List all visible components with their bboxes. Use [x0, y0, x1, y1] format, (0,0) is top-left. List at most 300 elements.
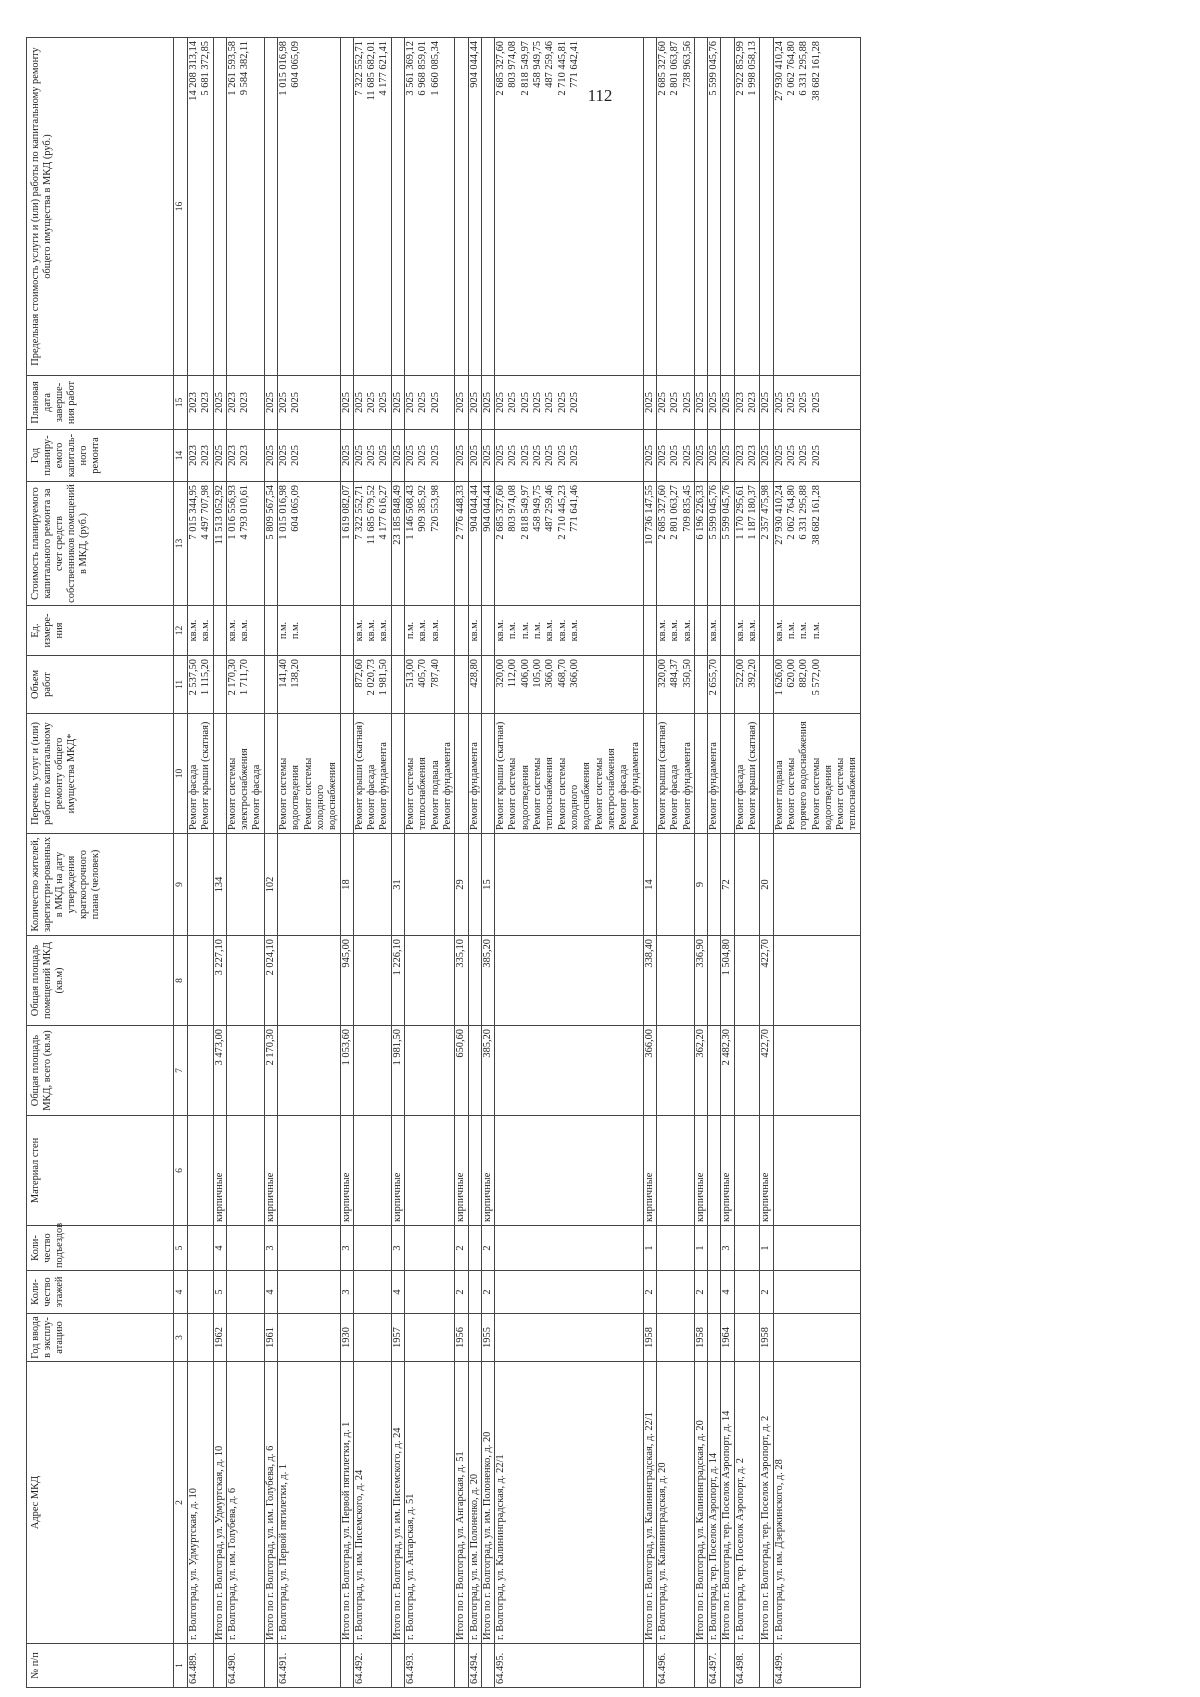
table-row [340, 38, 353, 1688]
table-cell-col-7: 362,20 [694, 1026, 707, 1116]
table-cell-col-16: 2 922 852,99 1 998 058,13 [734, 38, 760, 376]
table-cell-col-3: 1961 [264, 1314, 277, 1362]
table-cell-col-13: 10 736 147,55 [643, 482, 656, 606]
table-cell-col-16: 7 322 552,71 11 685 682,01 4 177 621,41 [353, 38, 391, 376]
table-cell-col-12 [481, 606, 494, 656]
table-cell-col-16: 1 015 016,98 604 065,09 [278, 38, 340, 376]
table-cell-col-2: г. Волгоград, ул. Калининградская, д. 22/1 [495, 1362, 644, 1644]
table-cell-col-6 [278, 1116, 340, 1226]
table-cell-col-11: 513,00 405,70 787,40 [405, 656, 455, 714]
table-cell-col-15: 2025 [468, 376, 481, 430]
column-header-13: Стоимость планируемого капитального ремонта за счет средств собственников помещений в МКД, (руб.) [27, 482, 174, 606]
table-cell-col-2: Итого по г. Волгоград, тер. Поселок Аэропорт, д. 14 [721, 1362, 734, 1644]
table-cell-col-16 [481, 38, 494, 376]
table-cell-col-15: 2023 2023 [226, 376, 264, 430]
table-cell-col-11 [760, 656, 773, 714]
table-cell-col-5 [773, 1226, 860, 1271]
table-cell-col-6 [495, 1116, 644, 1226]
table-cell-col-4: 2 [481, 1271, 494, 1314]
table-cell-col-8 [773, 936, 860, 1026]
table-cell-col-4 [773, 1271, 860, 1314]
column-number-row [174, 38, 188, 1688]
table-cell-col-5 [495, 1226, 644, 1271]
column-header-10: Перечень услуг и (или) работ по капитальному ремонту общего имущества МКД* [27, 714, 174, 834]
table-cell-col-12: кв.м. кв.м. кв.м. [656, 606, 694, 656]
table-cell-col-13: 5 599 045,76 [708, 482, 721, 606]
table-cell-col-5 [656, 1226, 694, 1271]
table-cell-col-2: Итого по г. Волгоград, ул. Калининградская, д. 20 [694, 1362, 707, 1644]
table-cell-col-2: Итого по г. Волгоград, ул. им. Полоненко, д. 20 [481, 1362, 494, 1644]
table-cell-col-14: 2025 [391, 430, 404, 482]
table-cell-col-3: 1957 [391, 1314, 404, 1362]
table-cell-col-3 [773, 1314, 860, 1362]
table-cell-col-14: 2025 [468, 430, 481, 482]
table-cell-col-12: кв.м. п.м. п.м. п.м. [773, 606, 860, 656]
table-cell-col-13: 904 044,44 [481, 482, 494, 606]
table-cell-col-10 [643, 714, 656, 834]
table-cell-col-7: 366,00 [643, 1026, 656, 1116]
table-cell-col-4 [226, 1271, 264, 1314]
table-cell-col-7: 422,70 [760, 1026, 773, 1116]
table-row [468, 38, 481, 1688]
table-cell-col-1: 64.493. [405, 1644, 455, 1688]
table-cell-col-5 [405, 1226, 455, 1271]
table-cell-col-15: 2025 [481, 376, 494, 430]
table-cell-col-5: 3 [721, 1226, 734, 1271]
column-number-16: 16 [174, 38, 188, 376]
table-cell-col-13: 904 044,44 [468, 482, 481, 606]
table-cell-col-9 [405, 834, 455, 936]
table-cell-col-13: 7 322 552,71 11 685 679,52 4 177 616,27 [353, 482, 391, 606]
column-number-8: 8 [174, 936, 188, 1026]
table-cell-col-7 [278, 1026, 340, 1116]
table-cell-col-16: 3 561 369,12 6 968 859,01 1 660 085,34 [405, 38, 455, 376]
table-cell-col-2: г. Волгоград, ул. им. Дзержинского, д. 28 [773, 1362, 860, 1644]
table-cell-col-13: 1 170 295,61 1 187 180,37 [734, 482, 760, 606]
table-cell-col-1 [264, 1644, 277, 1688]
table-cell-col-3 [278, 1314, 340, 1362]
table-cell-col-10 [760, 714, 773, 834]
table-cell-col-4 [278, 1271, 340, 1314]
table-cell-col-10: Ремонт фасада Ремонт крыши (скатная) [734, 714, 760, 834]
table-cell-col-11: 320,00 484,37 350,50 [656, 656, 694, 714]
table-cell-col-8 [353, 936, 391, 1026]
table-cell-col-14: 2025 [340, 430, 353, 482]
table-cell-col-13: 5 809 567,54 [264, 482, 277, 606]
table-cell-col-11 [481, 656, 494, 714]
table-cell-col-4: 5 [213, 1271, 226, 1314]
table-cell-col-14: 2025 [708, 430, 721, 482]
table-cell-col-7: 2 482,30 [721, 1026, 734, 1116]
table-cell-col-5: 2 [455, 1226, 468, 1271]
column-number-2: 2 [174, 1362, 188, 1644]
table-cell-col-3 [353, 1314, 391, 1362]
table-cell-col-13: 1 619 082,07 [340, 482, 353, 606]
column-header-12: Ед. измере-ния [27, 606, 174, 656]
table-cell-col-10: Ремонт фундамента [468, 714, 481, 834]
table-row [773, 38, 860, 1688]
table-cell-col-7 [405, 1026, 455, 1116]
table-cell-col-6: кирпичные [264, 1116, 277, 1226]
table-cell-col-9 [226, 834, 264, 936]
table-cell-col-6: кирпичные [213, 1116, 226, 1226]
table-cell-col-4 [656, 1271, 694, 1314]
table-cell-col-4 [405, 1271, 455, 1314]
column-header-1: № п/п [27, 1644, 174, 1688]
table-cell-col-6 [773, 1116, 860, 1226]
table-cell-col-14: 2025 2025 2025 [656, 430, 694, 482]
table-cell-col-14: 2025 [213, 430, 226, 482]
table-cell-col-10 [721, 714, 734, 834]
table-cell-col-3 [495, 1314, 644, 1362]
table-cell-col-5 [734, 1226, 760, 1271]
table-cell-col-10: Ремонт крыши (скатная) Ремонт фасада Ремонт фундамента [656, 714, 694, 834]
page-number: 112 [587, 86, 613, 105]
table-cell-col-5 [708, 1226, 721, 1271]
table-cell-col-9: 31 [391, 834, 404, 936]
table-row [213, 38, 226, 1688]
table-cell-col-11 [340, 656, 353, 714]
table-cell-col-7: 650,60 [455, 1026, 468, 1116]
column-header-8: Общая площадь помещений МКД (кв.м) [27, 936, 174, 1026]
table-cell-col-1 [760, 1644, 773, 1688]
table-cell-col-9: 72 [721, 834, 734, 936]
table-cell-col-16: 5 599 045,76 [708, 38, 721, 376]
table-cell-col-16 [694, 38, 707, 376]
table-cell-col-6 [353, 1116, 391, 1226]
table-cell-col-7 [188, 1026, 214, 1116]
table-cell-col-2: г. Волгоград, тер. Поселок Аэропорт, д. 2 [734, 1362, 760, 1644]
table-cell-col-7: 2 170,30 [264, 1026, 277, 1116]
table-cell-col-10 [264, 714, 277, 834]
table-cell-col-8 [188, 936, 214, 1026]
table-row [721, 38, 734, 1688]
table-cell-col-1 [391, 1644, 404, 1688]
table-cell-col-11: 1 626,00 620,00 882,00 5 572,00 [773, 656, 860, 714]
table-cell-col-15: 2025 [694, 376, 707, 430]
table-cell-col-3: 1964 [721, 1314, 734, 1362]
table-cell-col-10: Ремонт фасада Ремонт крыши (скатная) [188, 714, 214, 834]
table-cell-col-14: 2023 2023 [734, 430, 760, 482]
table-cell-col-7: 1 053,60 [340, 1026, 353, 1116]
table-cell-col-3 [468, 1314, 481, 1362]
table-cell-col-5 [353, 1226, 391, 1271]
table-cell-col-13: 2 357 475,98 [760, 482, 773, 606]
table-cell-col-4: 2 [760, 1271, 773, 1314]
table-cell-col-8 [278, 936, 340, 1026]
table-cell-col-9: 9 [694, 834, 707, 936]
table-cell-col-1 [340, 1644, 353, 1688]
table-cell-col-11 [643, 656, 656, 714]
table-cell-col-9: 14 [643, 834, 656, 936]
column-header-9: Количество жителей, зарегистри-рованных в МКД на дату утверждения краткосрочного плана (человек) [27, 834, 174, 936]
table-cell-col-1 [213, 1644, 226, 1688]
table-cell-col-9 [278, 834, 340, 936]
table-cell-col-8: 335,10 [455, 936, 468, 1026]
table-cell-col-15: 2025 [643, 376, 656, 430]
table-cell-col-3: 1958 [760, 1314, 773, 1362]
table-cell-col-7 [353, 1026, 391, 1116]
table-cell-col-7: 1 981,50 [391, 1026, 404, 1116]
table-cell-col-1: 64.491. [278, 1644, 340, 1688]
capital-repair-table [26, 37, 861, 1688]
table-cell-col-2: г. Волгоград, ул. Удмуртская, д. 10 [188, 1362, 214, 1644]
table-cell-col-11 [264, 656, 277, 714]
table-cell-col-15: 2025 2025 [278, 376, 340, 430]
table-cell-col-13: 1 015 016,98 604 065,09 [278, 482, 340, 606]
table-cell-col-16: 904 044,44 [468, 38, 481, 376]
table-cell-col-8: 3 227,10 [213, 936, 226, 1026]
table-cell-col-16: 1 261 593,58 9 584 382,11 [226, 38, 264, 376]
table-row [734, 38, 760, 1688]
table-cell-col-6 [226, 1116, 264, 1226]
table-row [481, 38, 494, 1688]
table-cell-col-13: 6 196 226,33 [694, 482, 707, 606]
table-cell-col-8: 1 504,80 [721, 936, 734, 1026]
table-cell-col-12 [694, 606, 707, 656]
table-row [188, 38, 214, 1688]
table-cell-col-10 [694, 714, 707, 834]
table-cell-col-15: 2025 2025 2025 [353, 376, 391, 430]
table-cell-col-16 [643, 38, 656, 376]
table-cell-col-16 [721, 38, 734, 376]
table-cell-col-9 [656, 834, 694, 936]
table-cell-col-14: 2025 [455, 430, 468, 482]
table-cell-col-12: кв.м. кв.м. [188, 606, 214, 656]
table-cell-col-14: 2025 [721, 430, 734, 482]
table-cell-col-2: г. Волгоград, ул. им. Полоненко, д. 20 [468, 1362, 481, 1644]
table-cell-col-14: 2025 2025 2025 2025 2025 2025 2025 [495, 430, 644, 482]
table-cell-col-3: 1958 [643, 1314, 656, 1362]
table-cell-col-12: кв.м. кв.м. [226, 606, 264, 656]
table-cell-col-2: Итого по г. Волгоград, ул. Калининградская, д. 22/1 [643, 1362, 656, 1644]
table-cell-col-11: 522,00 392,20 [734, 656, 760, 714]
table-cell-col-5: 1 [694, 1226, 707, 1271]
table-cell-col-8: 422,70 [760, 936, 773, 1026]
table-cell-col-3 [188, 1314, 214, 1362]
table-cell-col-10 [391, 714, 404, 834]
table-cell-col-4: 3 [340, 1271, 353, 1314]
table-cell-col-9 [773, 834, 860, 936]
table-cell-col-1: 64.495. [495, 1644, 644, 1688]
table-cell-col-2: г. Волгоград, ул. им. Писемского, д. 24 [353, 1362, 391, 1644]
table-cell-col-3: 1958 [694, 1314, 707, 1362]
table-cell-col-14: 2025 2025 2025 2025 [773, 430, 860, 482]
column-header-4: Коли-чество этажей [27, 1271, 174, 1314]
table-cell-col-5 [226, 1226, 264, 1271]
table-cell-col-3: 1955 [481, 1314, 494, 1362]
table-cell-col-9: 29 [455, 834, 468, 936]
table-row [455, 38, 468, 1688]
table-cell-col-4 [734, 1271, 760, 1314]
table-cell-col-5: 2 [481, 1226, 494, 1271]
table-row [760, 38, 773, 1688]
table-cell-col-12 [340, 606, 353, 656]
table-cell-col-8: 338,40 [643, 936, 656, 1026]
table-cell-col-11: 141,40 138,20 [278, 656, 340, 714]
table-cell-col-7 [495, 1026, 644, 1116]
column-header-5: Коли-чество подъездов [27, 1226, 174, 1271]
table-cell-col-8 [656, 936, 694, 1026]
table-cell-col-10: Ремонт крыши (скатная) Ремонт фасада Ремонт фундамента [353, 714, 391, 834]
column-header-14: Год планиру-емого капиталь-ного ремонта [27, 430, 174, 482]
table-cell-col-5: 1 [760, 1226, 773, 1271]
table-cell-col-6: кирпичные [760, 1116, 773, 1226]
table-row [264, 38, 277, 1688]
table-cell-col-8 [405, 936, 455, 1026]
table-cell-col-1: 64.489. [188, 1644, 214, 1688]
table-cell-col-16 [760, 38, 773, 376]
table-cell-col-14: 2025 2025 2025 [405, 430, 455, 482]
table-cell-col-7 [226, 1026, 264, 1116]
table-cell-col-8 [734, 936, 760, 1026]
table-cell-col-5: 4 [213, 1226, 226, 1271]
table-cell-col-11: 2 537,50 1 115,20 [188, 656, 214, 714]
table-cell-col-8 [226, 936, 264, 1026]
table-cell-col-11 [721, 656, 734, 714]
table-cell-col-1: 64.494. [468, 1644, 481, 1688]
table-cell-col-12: п.м. п.м. [278, 606, 340, 656]
table-cell-col-2: Итого по г. Волгоград, ул. Ангарская, д. 51 [455, 1362, 468, 1644]
table-cell-col-10: Ремонт системы электроснабжения Ремонт фасада [226, 714, 264, 834]
table-cell-col-16: 2 685 327,60 2 801 063,87 738 963,56 [656, 38, 694, 376]
table-cell-col-14: 2025 2025 [278, 430, 340, 482]
table-cell-col-11 [391, 656, 404, 714]
table-cell-col-8: 385,20 [481, 936, 494, 1026]
table-cell-col-10: Ремонт фундамента [708, 714, 721, 834]
table-cell-col-6 [468, 1116, 481, 1226]
table-cell-col-11: 2 170,30 1 711,70 [226, 656, 264, 714]
table-cell-col-6: кирпичные [340, 1116, 353, 1226]
table-cell-col-15: 2025 [391, 376, 404, 430]
table-cell-col-6: кирпичные [694, 1116, 707, 1226]
table-cell-col-16 [340, 38, 353, 376]
table-cell-col-9 [188, 834, 214, 936]
table-cell-col-7: 3 473,00 [213, 1026, 226, 1116]
table-cell-col-13: 2 685 327,60 803 974,08 2 818 549,97 458 949,75 487 259,46 2 710 445,23 771 641,46 [495, 482, 644, 606]
table-cell-col-1: 64.490. [226, 1644, 264, 1688]
column-header-3: Год ввода в эксплу-атацию [27, 1314, 174, 1362]
table-cell-col-3 [226, 1314, 264, 1362]
column-number-9: 9 [174, 834, 188, 936]
table-cell-col-16: 27 930 410,24 2 062 764,80 6 331 295,88 38 682 161,28 [773, 38, 860, 376]
table-cell-col-8: 1 226,10 [391, 936, 404, 1026]
table-cell-col-9: 20 [760, 834, 773, 936]
rotated-table-wrapper [26, 38, 1196, 1688]
table-cell-col-10: Ремонт системы водоотведения Ремонт системы холодного водоснабжения [278, 714, 340, 834]
table-cell-col-2: г. Волгоград, тер. Поселок Аэропорт, д. 14 [708, 1362, 721, 1644]
table-cell-col-15: 2025 [721, 376, 734, 430]
table-cell-col-11: 2 655,70 [708, 656, 721, 714]
table-cell-col-2: г. Волгоград, ул. Калининградская, д. 20 [656, 1362, 694, 1644]
table-cell-col-11: 428,80 [468, 656, 481, 714]
table-cell-col-6: кирпичные [643, 1116, 656, 1226]
table-cell-col-2: г. Волгоград, ул. Первой пятилетки, д. 1 [278, 1362, 340, 1644]
table-cell-col-16 [264, 38, 277, 376]
table-cell-col-15: 2025 [760, 376, 773, 430]
table-cell-col-4: 4 [264, 1271, 277, 1314]
table-cell-col-6 [405, 1116, 455, 1226]
table-cell-col-16 [213, 38, 226, 376]
table-cell-col-9: 134 [213, 834, 226, 936]
table-cell-col-3: 1962 [213, 1314, 226, 1362]
table-cell-col-6 [708, 1116, 721, 1226]
table-cell-col-4 [468, 1271, 481, 1314]
table-cell-col-13: 23 185 848,49 [391, 482, 404, 606]
table-cell-col-10 [213, 714, 226, 834]
table-cell-col-15: 2025 2025 2025 [405, 376, 455, 430]
table-cell-col-9: 102 [264, 834, 277, 936]
table-cell-col-13: 1 146 508,43 909 385,92 720 553,98 [405, 482, 455, 606]
table-cell-col-7 [656, 1026, 694, 1116]
column-header-15: Плановая дата заверше-ния работ [27, 376, 174, 430]
table-cell-col-6 [188, 1116, 214, 1226]
table-cell-col-15: 2023 2023 [188, 376, 214, 430]
column-header-6: Материал стен [27, 1116, 174, 1226]
table-cell-col-2: г. Волгоград, ул. им. Голубева, д. 6 [226, 1362, 264, 1644]
column-number-5: 5 [174, 1226, 188, 1271]
table-cell-col-1 [481, 1644, 494, 1688]
table-cell-col-15: 2025 2025 2025 2025 [773, 376, 860, 430]
column-number-12: 12 [174, 606, 188, 656]
table-cell-col-6: кирпичные [721, 1116, 734, 1226]
table-cell-col-14: 2025 [760, 430, 773, 482]
table-cell-col-4: 4 [391, 1271, 404, 1314]
column-header-11: Объем работ [27, 656, 174, 714]
table-cell-col-9 [468, 834, 481, 936]
table-cell-col-1: 64.492. [353, 1644, 391, 1688]
table-cell-col-2: Итого по г. Волгоград, ул. Удмуртская, д. 10 [213, 1362, 226, 1644]
table-cell-col-9 [353, 834, 391, 936]
table-cell-col-14: 2025 [264, 430, 277, 482]
table-cell-col-10: Ремонт крыши (скатная) Ремонт системы водоотведения Ремонт системы теплоснабжения Ремонт системы холодного водоснабжения Ремонт системы электроснабжения Ремонт фасада Ремонт фундамента [495, 714, 644, 834]
table-cell-col-11: 320,00 112,00 406,00 105,00 366,00 468,70 366,00 [495, 656, 644, 714]
table-cell-col-1: 64.498. [734, 1644, 760, 1688]
table-cell-col-12: кв.м. [708, 606, 721, 656]
table-cell-col-7 [708, 1026, 721, 1116]
table-cell-col-4 [495, 1271, 644, 1314]
table-cell-col-14: 2025 [694, 430, 707, 482]
table-cell-col-12 [264, 606, 277, 656]
table-cell-col-1 [721, 1644, 734, 1688]
table-cell-col-4: 2 [455, 1271, 468, 1314]
table-cell-col-12: п.м. кв.м. кв.м. [405, 606, 455, 656]
table-cell-col-5: 1 [643, 1226, 656, 1271]
table-cell-col-15: 2025 [708, 376, 721, 430]
table-cell-col-13: 1 016 556,93 4 793 010,61 [226, 482, 264, 606]
table-cell-col-5: 3 [340, 1226, 353, 1271]
column-header-2: Адрес МКД [27, 1362, 174, 1644]
table-cell-col-2: Итого по г. Волгоград, ул. им. Голубева, д. 6 [264, 1362, 277, 1644]
table-cell-col-7 [734, 1026, 760, 1116]
table-cell-col-12: кв.м. кв.м. кв.м. [353, 606, 391, 656]
table-row [694, 38, 707, 1688]
column-number-15: 15 [174, 376, 188, 430]
table-cell-col-3 [734, 1314, 760, 1362]
table-cell-col-2: Итого по г. Волгоград, ул. Первой пятилетки, д. 1 [340, 1362, 353, 1644]
table-cell-col-12 [213, 606, 226, 656]
table-cell-col-4 [708, 1271, 721, 1314]
table-cell-col-11 [213, 656, 226, 714]
table-cell-col-8: 336,90 [694, 936, 707, 1026]
table-cell-col-2: г. Волгоград, ул. Ангарская, д. 51 [405, 1362, 455, 1644]
table-cell-col-10: Ремонт системы теплоснабжения Ремонт подвала Ремонт фундамента [405, 714, 455, 834]
table-cell-col-14: 2023 2023 [188, 430, 214, 482]
table-cell-col-12 [643, 606, 656, 656]
column-number-10: 10 [174, 714, 188, 834]
table-cell-col-16: 14 208 313,14 5 681 372,85 [188, 38, 214, 376]
table-row [278, 38, 340, 1688]
